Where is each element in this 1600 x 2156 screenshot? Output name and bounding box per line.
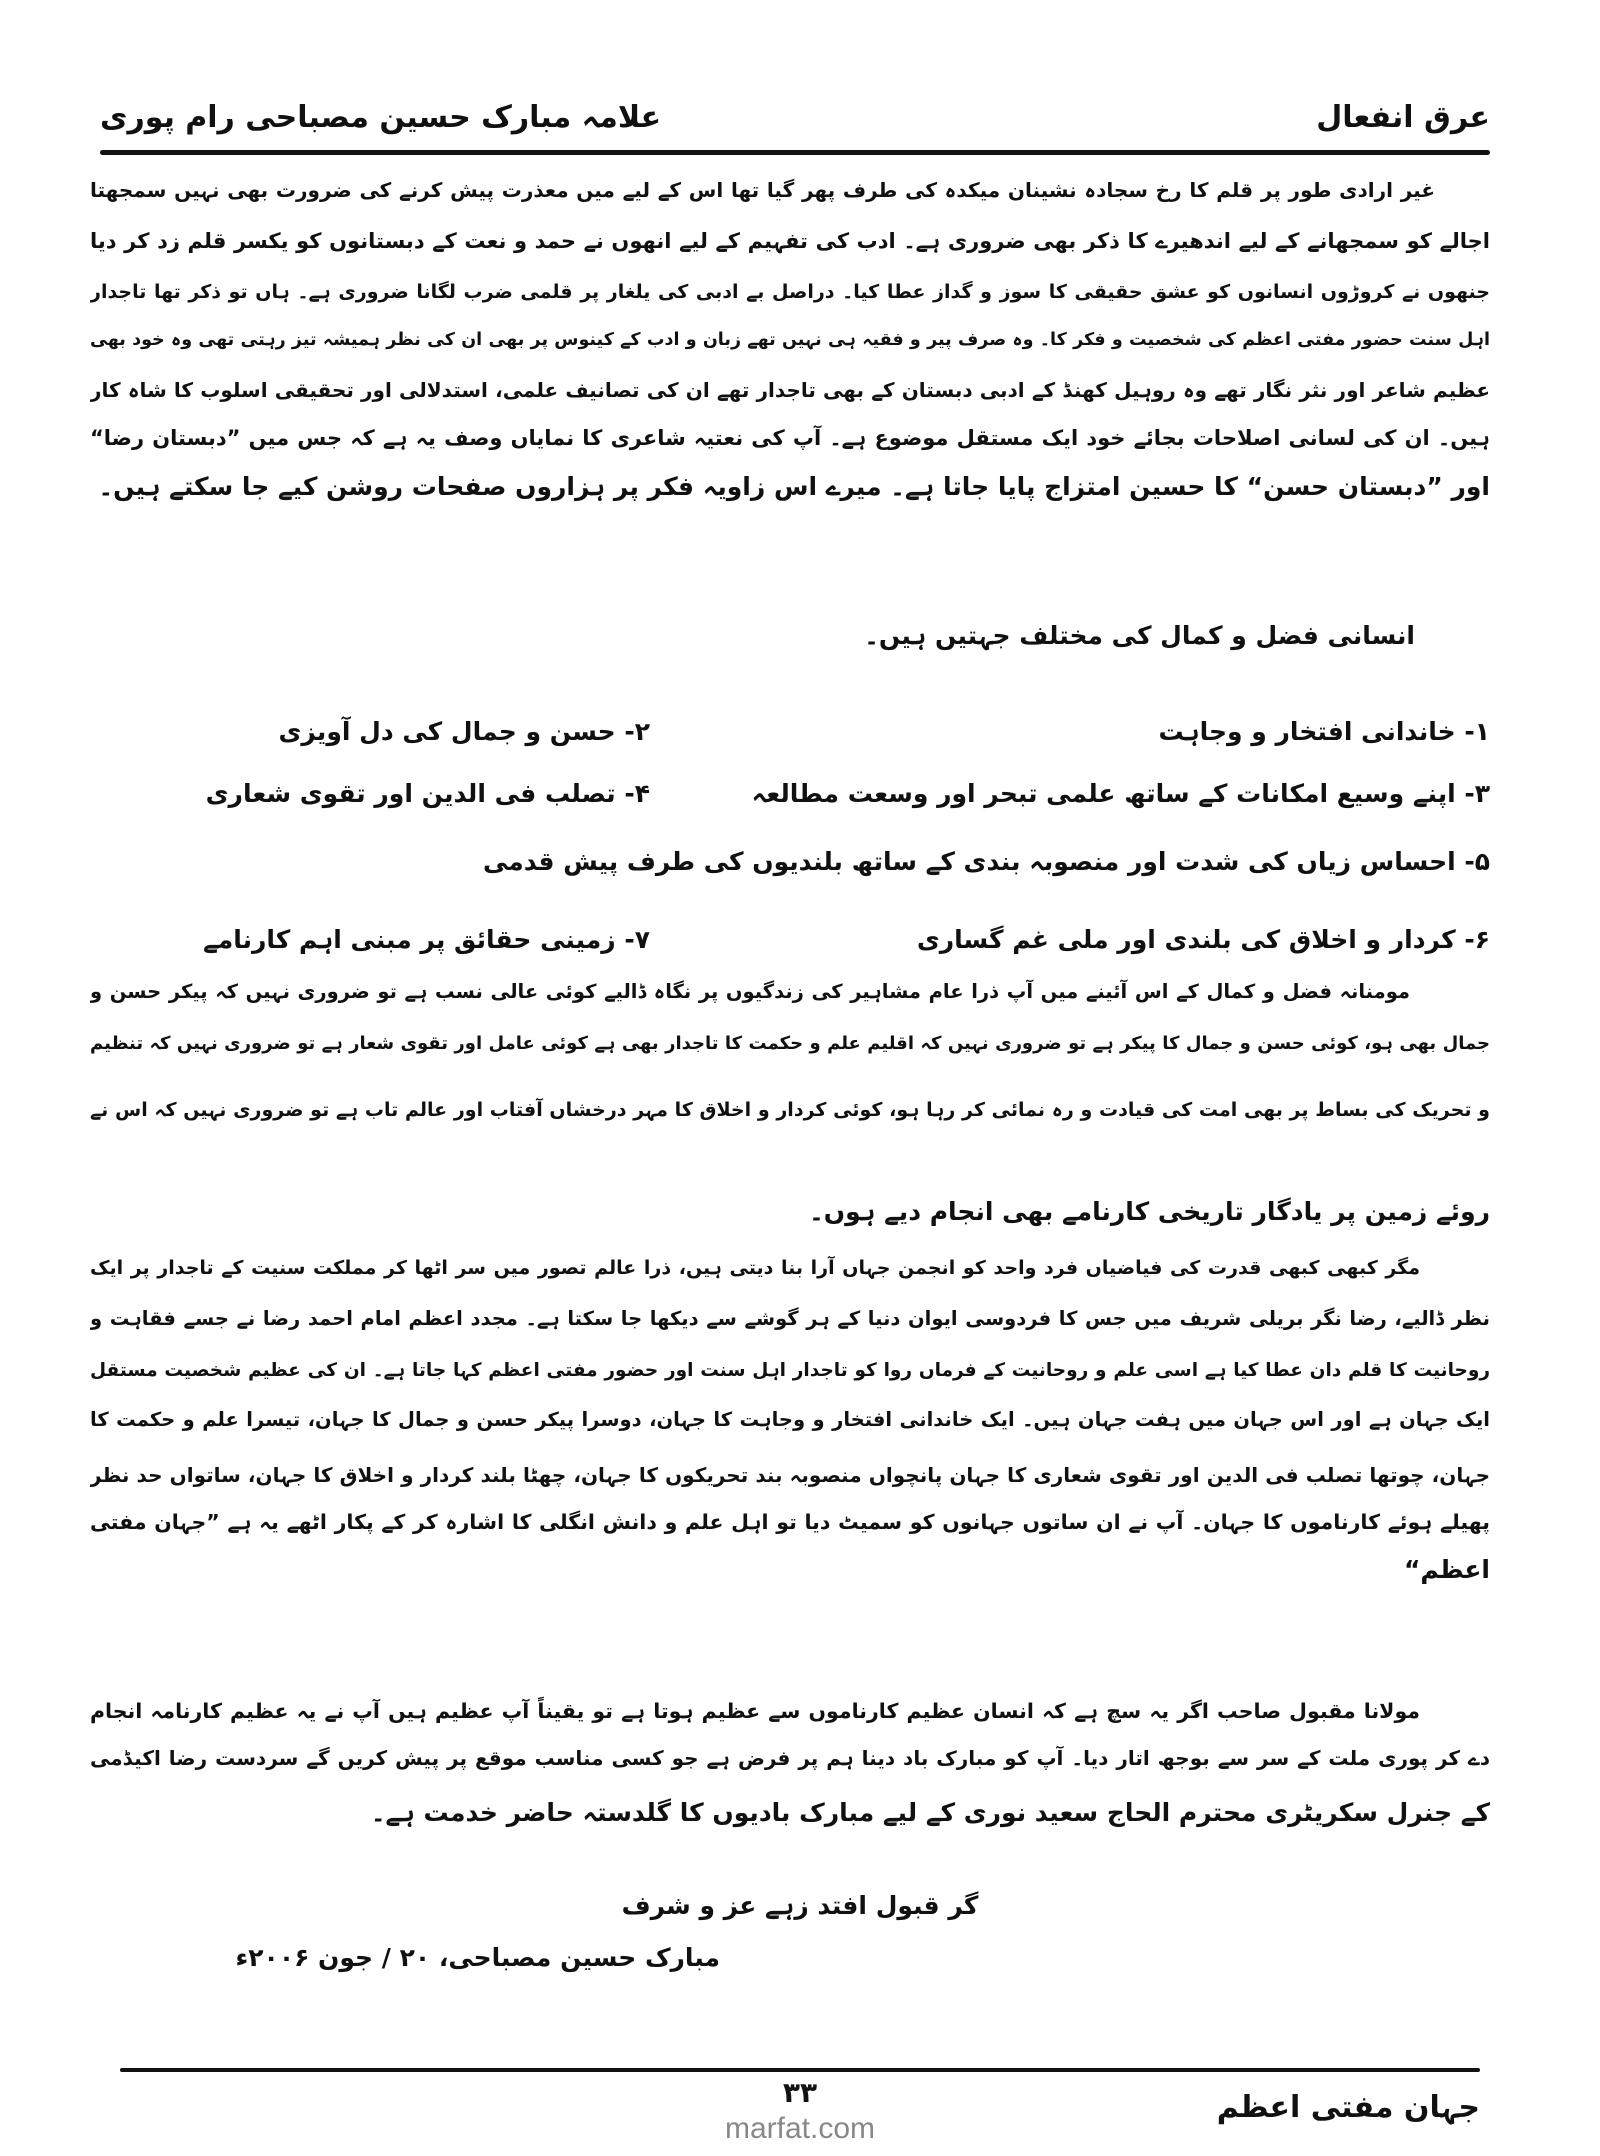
text-line: اور ”دبستان حسن“ کا حسین امتزاج پایا جاتا ہے۔ میرے اس زاویہ فکر پر ہزاروں صفحات روشن کیے جا سکتے ہیں۔ — [98, 472, 1490, 501]
list-item: ۳- اپنے وسیع امکانات کے ساتھ علمی تبحر اور وسعت مطالعہ — [751, 779, 1490, 808]
list-row — [90, 772, 1490, 816]
text-line: کے جنرل سکریٹری محترم الحاج سعید نوری کے لیے مبارک بادیوں کا گلدستہ حاضر خدمت ہے۔ — [370, 1798, 1490, 1827]
page-number: ۳۳ — [782, 2076, 818, 2109]
list-item: ۵- احساس زیاں کی شدت اور منصوبہ بندی کے ساتھ بلندیوں کی طرف پیش قدمی — [482, 847, 1490, 876]
list-item: ۴- تصلب فی الدین اور تقوی شعاری — [205, 779, 650, 808]
author-name: علامہ مبارک حسین مصباحی رام پوری — [100, 100, 662, 135]
list-row — [90, 710, 1490, 754]
list-item: ۱- خاندانی افتخار و وجاہت — [1158, 717, 1490, 746]
header-divider — [100, 150, 1490, 155]
closing-verse: گر قبول افتد زہے عز و شرف — [621, 1891, 979, 1920]
text-line: نظر ڈالیے، رضا نگر بریلی شریف میں جس کا فردوسی ایوان دنیا کے ہر گوشے سے دیکھا جا سکتا ہے۔ مجدد اعظم امام احمد رضا نے جسے فقاہت و — [90, 1307, 1490, 1330]
watermark: marfat.com — [724, 2112, 876, 2145]
text-line: روحانیت کا قلم دان عطا کیا ہے اسی علم و روحانیت کے فرماں روا کو تاجدار اہل سنت اور حضور مفتی اعظم کہا جاتا ہے۔ ان کی عظیم شخصیت مستقل — [90, 1360, 1490, 1381]
text-line: مولانا مقبول صاحب اگر یہ سچ ہے کہ انسان عظیم کارناموں سے عظیم ہوتا ہے تو یقیناً آپ عظیم ہیں آپ نے یہ عظیم کارنامہ انجام — [90, 1699, 1420, 1723]
list-row — [90, 918, 1490, 962]
footer-book-name: جہان مفتی اعظم — [1216, 2090, 1480, 2125]
text-line: ایک جہان ہے اور اس جہان میں ہفت جہان ہیں۔ ایک خاندانی افتخار و وجاہت کا جہان، دوسرا پیکر حسن و جمال کا جہان، تیسرا علم و حکمت کا — [90, 1408, 1490, 1431]
list-item: ۲- حسن و جمال کی دل آویزی — [278, 717, 650, 746]
footer-divider — [120, 2068, 1480, 2072]
list-item: ۷- زمینی حقائق پر مبنی اہم کارنامے — [203, 925, 650, 954]
text-line: ہیں۔ ان کی لسانی اصلاحات بجائے خود ایک مستقل موضوع ہے۔ آپ کی نعتیہ شاعری کا نمایاں وصف یہ ہے کہ جس میں ”دبستان رضا“ — [90, 426, 1490, 450]
text-line: جہان، چوتھا تصلب فی الدین اور تقوی شعاری کا جہان پانچواں منصوبہ بند تحریکوں کا جہان، چھٹا بلند کردار و اخلاق کا جہان، ساتواں حد نظر — [90, 1463, 1490, 1487]
text-line: جمال بھی ہو، کوئی حسن و جمال کا پیکر ہے تو ضروری نہیں کہ اقلیم علم و حکمت کا تاجدار بھی ہے کوئی عامل اور تقوی شعار ہے تو ضروری نہیں کہ تنظیم — [90, 1033, 1490, 1054]
text-line: اعظم“ — [1403, 1555, 1490, 1584]
text-line: عظیم شاعر اور نثر نگار تھے وہ روہیل کھنڈ کے ادبی دبستان کے بھی تاجدار تھے ان کی تصانیف علمی، استدلالی اور تحقیقی اسلوب کا شاہ کار — [90, 378, 1490, 402]
text-line: پھیلے ہوئے کارناموں کا جہان۔ آپ نے ان ساتوں جہانوں کو سمیٹ دیا تو اہل علم و دانش انگلی کا اشارہ کر کے پکار اٹھے یہ ہے ”جہان مفتی — [90, 1510, 1490, 1534]
text-line: جنھوں نے کروڑوں انسانوں کو عشق حقیقی کا سوز و گداز عطا کیا۔ دراصل بے ادبی کی یلغار پر قلمی ضرب لگانا ضروری ہے۔ ہاں تو ذکر تھا تاجدار — [90, 281, 1490, 303]
book-title: عرق انفعال — [1316, 100, 1490, 135]
text-line: مگر کبھی کبھی قدرت کی فیاضیاں فرد واحد کو انجمن جہاں آرا بنا دیتی ہیں، ذرا عالم تصور میں سر اٹھا کر مملکت سنیت کے تاجدار پر ایک — [90, 1257, 1420, 1279]
list-item: ۶- کردار و اخلاق کی بلندی اور ملی غم گساری — [916, 925, 1490, 954]
text-line: اہل سنت حضور مفتی اعظم کی شخصیت و فکر کا۔ وہ صرف پیر و فقیہ ہی نہیں تھے زبان و ادب کے کینوس پر بھی ان کی نظر ہمیشہ تیز رہتی تھی وہ خود بھی — [90, 330, 1490, 350]
signature: مبارک حسین مصباحی، ۲۰ / جون ۲۰۰۶ء — [235, 1943, 720, 1972]
text-line: غیر ارادی طور پر قلم کا رخ سجادہ نشینان میکدہ کی طرف پھر گیا تھا اس کے لیے میں معذرت پیش کرنے کی ضرورت بھی نہیں سمجھتا — [90, 178, 1435, 202]
text-line: و تحریک کی بساط پر بھی امت کی قیادت و رہ نمائی کر رہا ہو، کوئی کردار و اخلاق کا مہر درخشاں آفتاب اور عالم تاب ہے تو ضروری نہیں کہ اس نے — [90, 1099, 1490, 1121]
text-line: روئے زمین پر یادگار تاریخی کارنامے بھی انجام دیے ہوں۔ — [809, 1197, 1490, 1226]
list-intro: انسانی فضل و کمال کی مختلف جہتیں ہیں۔ — [864, 621, 1415, 650]
text-line: مومنانہ فضل و کمال کے اس آئینے میں آپ ذرا عام مشاہیر کی زندگیوں پر نگاہ ڈالیے کوئی عالی نسب ہے تو ضروری نہیں کہ پیکر حسن و — [90, 980, 1410, 1003]
text-line: اجالے کو سمجھانے کے لیے اندھیرے کا ذکر بھی ضروری ہے۔ ادب کی تفہیم کے لیے انھوں نے حمد و نعت کے دبستانوں کو یکسر قلم زد کر دیا — [90, 229, 1490, 253]
text-line: دے کر پوری ملت کے سر سے بوجھ اتار دیا۔ آپ کو مبارک باد دینا ہم پر فرض ہے جو کسی مناسب موقع پر پیش کریں گے سردست رضا اکیڈمی — [90, 1746, 1490, 1770]
